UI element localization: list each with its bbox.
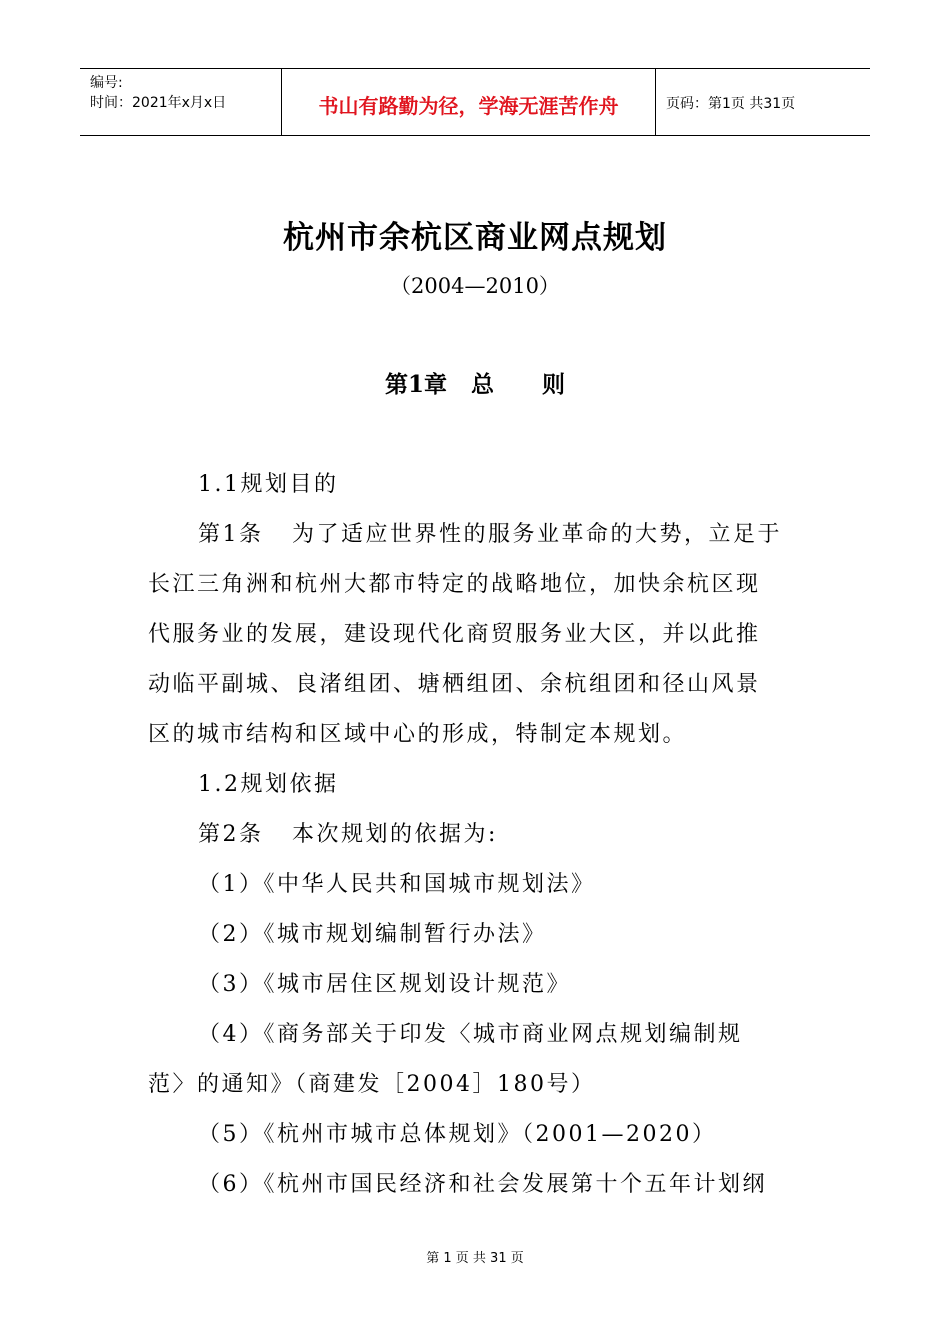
paragraph-line: 代服务业的发展，建设现代化商贸服务业大区，并以此推: [148, 622, 761, 647]
list-item: （2）《城市规划编制暂行办法》: [198, 922, 547, 947]
paragraph-line: 第1条 为了适应世界性的服务业革命的大势，立足于: [198, 522, 782, 547]
time-label: 时间：2021年x月x日: [90, 95, 227, 111]
page-info: 页码：第1页 共31页: [666, 96, 796, 112]
section-heading: 1.1规划目的: [198, 472, 339, 497]
motto-text: 书山有路勤为径，学海无涯苦作舟: [318, 93, 619, 118]
number-label: 编号:: [90, 75, 123, 91]
paragraph-line: 长江三角洲和杭州大都市特定的战略地位，加快余杭区现: [148, 572, 761, 597]
page-footer: 第 1 页 共 31 页: [426, 1251, 524, 1266]
paragraph-line: 第2条 本次规划的依据为:: [198, 822, 498, 847]
header-page-cell: [656, 69, 870, 135]
list-item: （3）《城市居住区规划设计规范》: [198, 972, 571, 997]
list-item: （5）《杭州市城市总体规划》（2001—2020）: [198, 1122, 717, 1147]
body-text: [148, 465, 808, 1215]
header-table: [80, 68, 870, 136]
paragraph-line: 区的城市结构和区域中心的形成，特制定本规划。: [148, 722, 688, 747]
list-item-continuation: 范〉的通知》（商建发［2004］180号）: [148, 1072, 596, 1097]
list-item: （1）《中华人民共和国城市规划法》: [198, 872, 596, 897]
header-motto-cell: [282, 69, 656, 135]
document-subtitle: （2004—2010）: [390, 274, 560, 298]
document-title: 杭州市余杭区商业网点规划: [283, 220, 667, 256]
chapter-heading: 第1章 总 则: [384, 371, 566, 398]
section-heading: 1.2规划依据: [198, 772, 339, 797]
list-item: （4）《商务部关于印发〈城市商业网点规划编制规: [198, 1022, 743, 1047]
list-item: （6）《杭州市国民经济和社会发展第十个五年计划纲: [198, 1172, 767, 1197]
header-meta-cell: [80, 69, 282, 135]
paragraph-line: 动临平副城、良渚组团、塘栖组团、余杭组团和径山风景: [148, 672, 761, 697]
